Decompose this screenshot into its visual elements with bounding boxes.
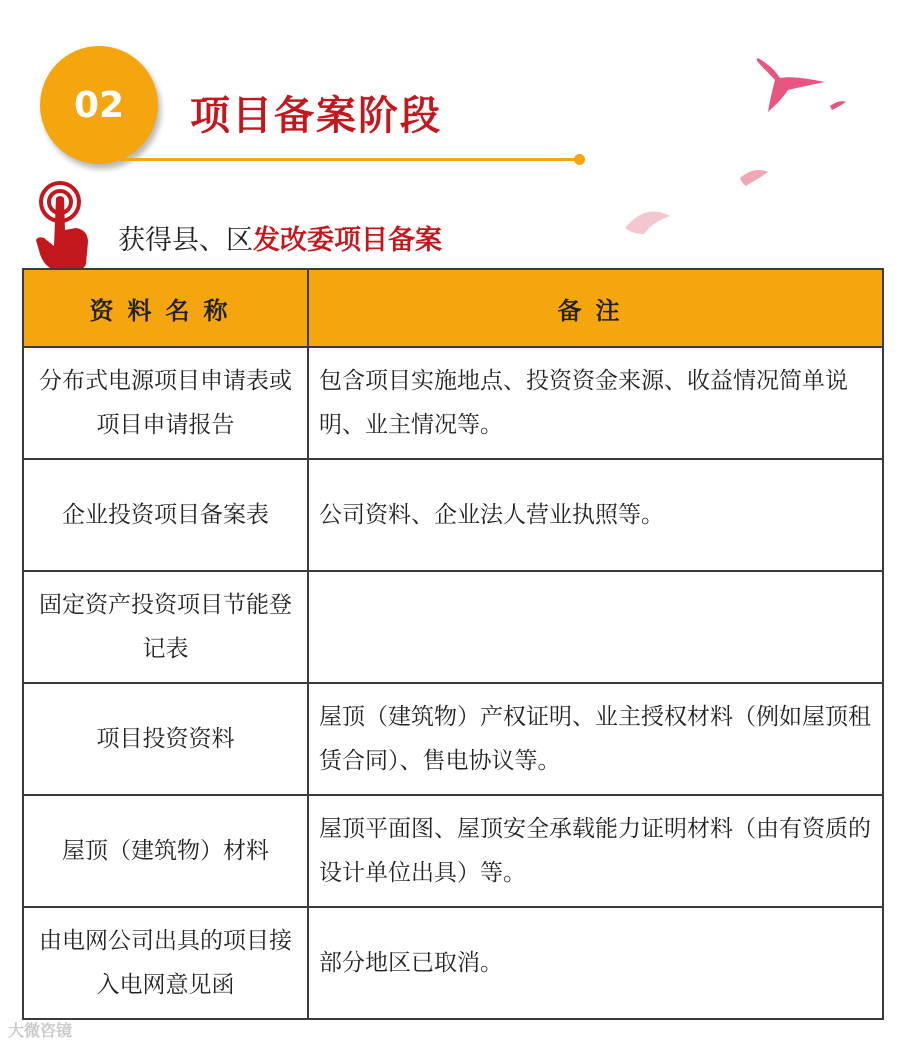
material-name: 屋顶（建筑物）材料 <box>23 795 308 907</box>
material-name: 由电网公司出具的项目接入电网意见函 <box>23 907 308 1019</box>
subtitle-plain: 获得县、区 <box>118 225 253 256</box>
table-header-row <box>23 269 883 347</box>
material-remark: 包含项目实施地点、投资资金来源、收益情况简单说明、业主情况等。 <box>308 347 883 459</box>
subtitle-highlight: 发改委项目备案 <box>253 225 442 256</box>
watermark: 大微咨镜 <box>8 1021 73 1040</box>
table-row <box>23 795 883 907</box>
flying-birds-decoration <box>600 50 860 250</box>
material-remark <box>308 571 883 683</box>
table-row <box>23 459 883 571</box>
section-title: 项目备案阶段 <box>190 93 442 139</box>
material-remark: 屋顶（建筑物）产权证明、业主授权材料（例如屋顶租赁合同）、售电协议等。 <box>308 683 883 795</box>
section-number-badge <box>40 46 158 164</box>
column-header-name: 资料名称 <box>23 269 308 347</box>
materials-table <box>22 268 884 1020</box>
table-row <box>23 683 883 795</box>
material-name: 固定资产投资项目节能登记表 <box>23 571 308 683</box>
subtitle <box>118 218 442 257</box>
hand-touch-icon <box>28 180 98 272</box>
material-remark: 公司资料、企业法人营业执照等。 <box>308 459 883 571</box>
section-number: 02 <box>73 84 125 126</box>
flying-bird-icon <box>625 212 670 234</box>
table-row <box>23 571 883 683</box>
flying-bird-icon <box>740 170 768 186</box>
material-name: 分布式电源项目申请表或项目申请报告 <box>23 347 308 459</box>
flying-bird-icon <box>757 58 846 112</box>
table-row <box>23 907 883 1019</box>
material-remark: 屋顶平面图、屋顶安全承载能力证明材料（由有资质的设计单位出具）等。 <box>308 795 883 907</box>
column-header-remark: 备注 <box>308 269 883 347</box>
material-name: 项目投资资料 <box>23 683 308 795</box>
table-row <box>23 347 883 459</box>
material-remark: 部分地区已取消。 <box>308 907 883 1019</box>
underline-end-dot <box>574 154 585 165</box>
title-underline <box>120 158 580 161</box>
material-name: 企业投资项目备案表 <box>23 459 308 571</box>
